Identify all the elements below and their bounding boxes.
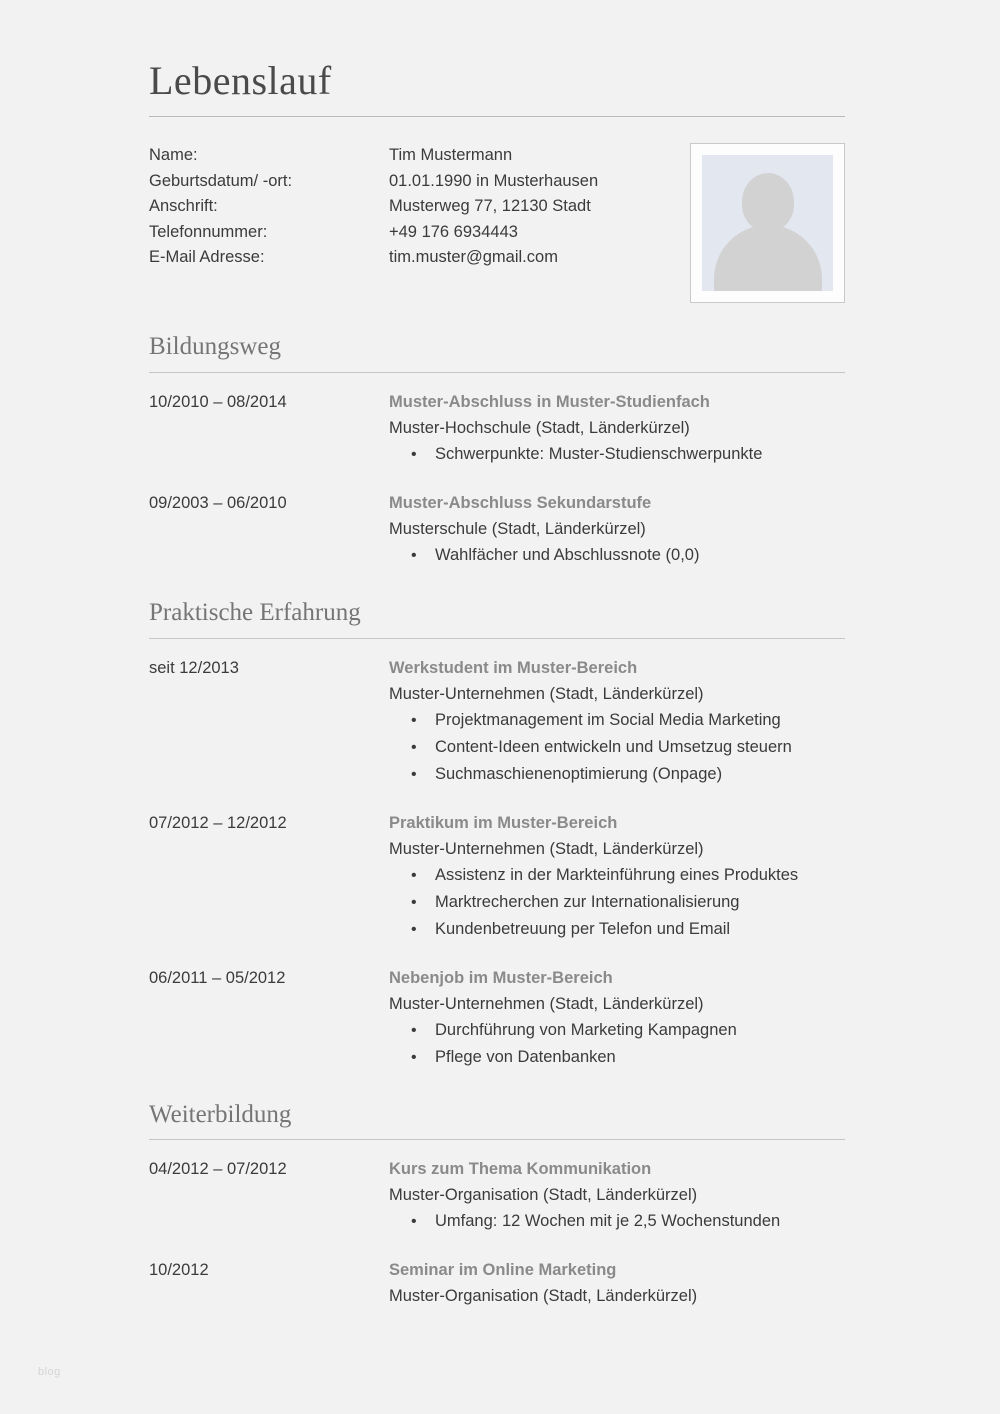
list-item: • Suchmaschienenoptimierung (Onpage)	[389, 761, 845, 788]
entry-subheading: Muster-Organisation (Stadt, Länderkürzel)	[389, 1287, 698, 1306]
entry-heading: Werkstudent im Muster-Bereich	[389, 658, 638, 677]
personal-info-value: +49 176 6934443	[389, 222, 518, 241]
entry-body	[389, 490, 845, 569]
entry-date: 10/2012	[149, 1261, 209, 1280]
title-divider	[149, 116, 845, 117]
entry-bullet-list	[389, 1208, 845, 1235]
section-entries	[149, 1156, 845, 1309]
list-item: • Marktrecherchen zur Internationalisierung	[389, 889, 845, 916]
personal-info-label: Anschrift:	[149, 197, 218, 216]
list-item: • Content-Ideen entwickeln und Umsetzug steuern	[389, 734, 845, 761]
entry-subheading: Muster-Unternehmen (Stadt, Länderkürzel)	[389, 684, 704, 703]
entry-date: 06/2011 – 05/2012	[149, 968, 286, 987]
section-divider	[149, 638, 845, 639]
entry-heading: Seminar im Online Marketing	[389, 1261, 617, 1280]
entry-date: 10/2010 – 08/2014	[149, 392, 287, 411]
resume-section	[149, 599, 845, 1071]
entry-subheading: Musterschule (Stadt, Länderkürzel)	[389, 519, 646, 538]
entry-bullet-list	[389, 862, 845, 943]
resume-section	[149, 1101, 845, 1310]
entry-date: 07/2012 – 12/2012	[149, 813, 287, 832]
resume-section	[149, 333, 845, 569]
entry-subheading: Muster-Unternehmen (Stadt, Länderkürzel)	[389, 994, 704, 1013]
entry-body	[389, 655, 845, 788]
entry-bullet-list	[389, 1017, 845, 1071]
personal-info-row	[149, 194, 678, 220]
personal-info-row	[149, 169, 678, 195]
list-item: • Durchführung von Marketing Kampagnen	[389, 1017, 845, 1044]
personal-info-value: Musterweg 77, 12130 Stadt	[389, 197, 591, 216]
resume-entry	[149, 965, 845, 1071]
list-item: • Umfang: 12 Wochen mit je 2,5 Wochenstunden	[389, 1208, 845, 1235]
resume-entry	[149, 1257, 845, 1309]
personal-info-row	[149, 143, 678, 169]
entry-date: seit 12/2013	[149, 658, 239, 677]
resume-entry	[149, 810, 845, 943]
section-divider	[149, 372, 845, 373]
personal-info-table	[149, 143, 678, 303]
section-title: Weiterbildung	[149, 1100, 292, 1128]
section-entries	[149, 389, 845, 569]
watermark: blog	[38, 1366, 61, 1378]
resume-entry	[149, 655, 845, 788]
section-entries	[149, 655, 845, 1071]
entry-bullet-list	[389, 441, 845, 468]
personal-info-value: Tim Mustermann	[389, 146, 513, 164]
avatar	[690, 143, 845, 303]
personal-info-label: Name:	[149, 146, 198, 164]
entry-subheading: Muster-Hochschule (Stadt, Länderkürzel)	[389, 418, 690, 437]
entry-heading: Muster-Abschluss in Muster-Studienfach	[389, 392, 710, 411]
personal-info-row	[149, 220, 678, 246]
entry-heading: Kurs zum Thema Kommunikation	[389, 1160, 652, 1179]
list-item: • Schwerpunkte: Muster-Studienschwerpunkte	[389, 441, 845, 468]
personal-info-row	[149, 245, 678, 271]
resume-sections	[149, 333, 845, 1309]
resume-entry	[149, 1156, 845, 1235]
resume-content	[149, 60, 845, 1309]
entry-body	[389, 1257, 845, 1309]
personal-info-label: E-Mail Adresse:	[149, 248, 265, 267]
section-divider	[149, 1139, 845, 1140]
list-item: • Assistenz in der Markteinführung eines Produktes	[389, 862, 845, 889]
list-item: • Pflege von Datenbanken	[389, 1044, 845, 1071]
entry-heading: Muster-Abschluss Sekundarstufe	[389, 493, 652, 512]
personal-info-block	[149, 143, 845, 303]
entry-body	[389, 389, 845, 468]
entry-bullet-list	[389, 542, 845, 569]
entry-bullet-list	[389, 707, 845, 788]
entry-body	[389, 810, 845, 943]
personal-info-label: Telefonnummer:	[149, 222, 268, 241]
list-item: • Wahlfächer und Abschlussnote (0,0)	[389, 542, 845, 569]
list-item: • Kundenbetreuung per Telefon und Email	[389, 916, 845, 943]
page-title: Lebenslauf	[149, 58, 332, 103]
entry-date: 04/2012 – 07/2012	[149, 1160, 287, 1179]
resume-entry	[149, 389, 845, 468]
entry-subheading: Muster-Organisation (Stadt, Länderkürzel)	[389, 1186, 698, 1205]
entry-heading: Nebenjob im Muster-Bereich	[389, 968, 613, 987]
resume-entry	[149, 490, 845, 569]
personal-info-value: 01.01.1990 in Musterhausen	[389, 171, 599, 190]
section-title: Praktische Erfahrung	[149, 598, 361, 626]
photo-placeholder-icon	[702, 155, 833, 291]
list-item: • Projektmanagement im Social Media Marketing	[389, 707, 845, 734]
entry-body	[389, 965, 845, 1071]
entry-heading: Praktikum im Muster-Bereich	[389, 813, 618, 832]
section-title: Bildungsweg	[149, 333, 281, 360]
entry-subheading: Muster-Unternehmen (Stadt, Länderkürzel)	[389, 839, 704, 858]
personal-info-label: Geburtsdatum/ -ort:	[149, 171, 293, 190]
personal-info-value: tim.muster@gmail.com	[389, 248, 558, 267]
entry-body	[389, 1156, 845, 1235]
entry-date: 09/2003 – 06/2010	[149, 493, 287, 512]
